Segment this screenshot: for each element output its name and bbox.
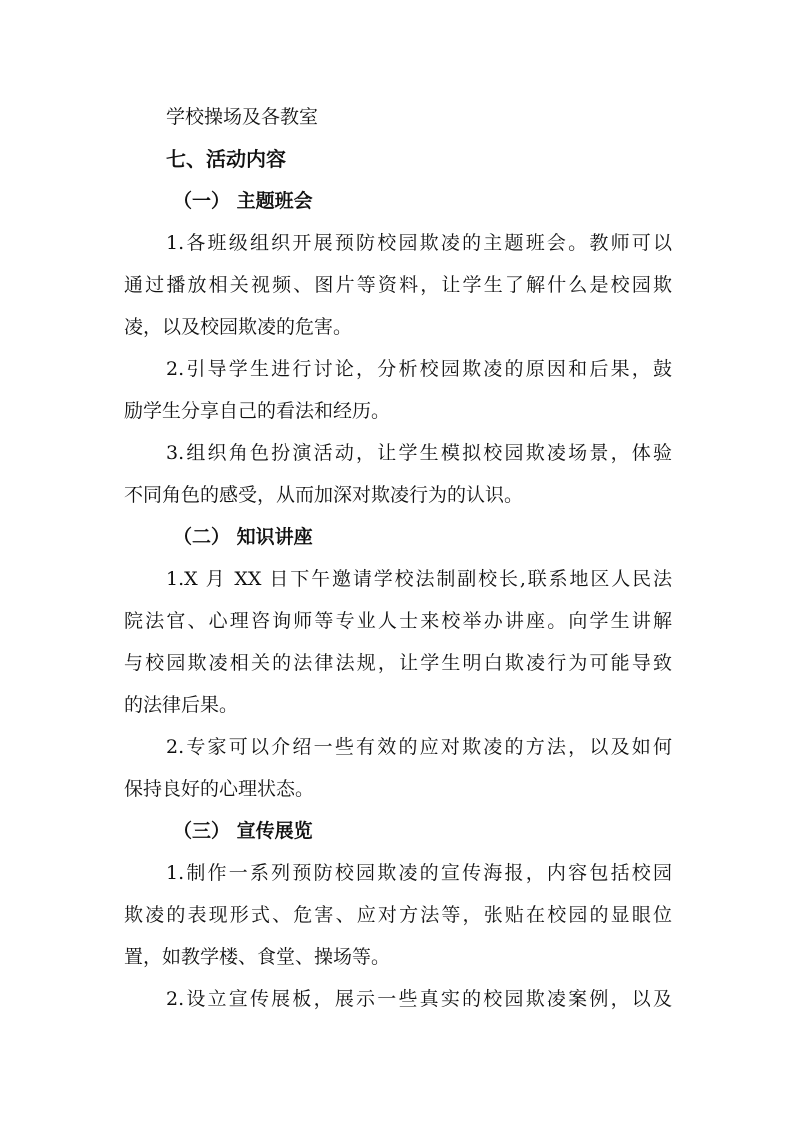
paragraph-line: 2.专家可以介绍一些有效的应对欺凌的方法，以及如何	[166, 736, 672, 758]
paragraph-line: 不同角色的感受，从而加深对欺凌行为的认识。	[124, 484, 524, 506]
paragraph-line: 凌，以及校园欺凌的危害。	[124, 316, 353, 338]
paragraph-line: 励学生分享自己的看法和经历。	[124, 400, 391, 422]
section-heading-activities: 七、活动内容	[166, 147, 286, 171]
paragraph-line: 欺凌的表现形式、危害、应对方法等，张贴在校园的显眼位	[124, 904, 672, 926]
paragraph-line: 1.X 月 XX 日下午邀请学校法制副校长,联系地区人民法	[166, 568, 672, 590]
paragraph-line: 2.设立宣传展板，展示一些真实的校园欺凌案例，以及	[166, 988, 672, 1010]
subheading-class-meeting: （一） 主题班会	[173, 190, 313, 212]
location-text: 学校操场及各教室	[166, 106, 319, 128]
paragraph-line: 2.引导学生进行讨论，分析校园欺凌的原因和后果，鼓	[166, 358, 672, 380]
paragraph-line: 的法律后果。	[124, 694, 239, 716]
paragraph-line: 1.各班级组织开展预防校园欺凌的主题班会。教师可以	[166, 232, 672, 254]
paragraph-line: 与校园欺凌相关的法律法规，让学生明白欺凌行为可能导致	[124, 652, 672, 674]
paragraph-line: 置，如教学楼、食堂、操场等。	[124, 946, 391, 968]
paragraph-line: 3.组织角色扮演活动，让学生模拟校园欺凌场景，体验	[166, 442, 672, 464]
paragraph-line: 1.制作一系列预防校园欺凌的宣传海报，内容包括校园	[166, 862, 672, 884]
subheading-exhibition: （三） 宣传展览	[173, 820, 313, 842]
paragraph-line: 保持良好的心理状态。	[124, 778, 315, 800]
document-body	[124, 96, 672, 1020]
paragraph-line: 通过播放相关视频、图片等资料，让学生了解什么是校园欺	[124, 274, 672, 296]
paragraph-line: 院法官、心理咨询师等专业人士来校举办讲座。向学生讲解	[124, 610, 672, 632]
subheading-lecture: （二） 知识讲座	[173, 526, 313, 548]
